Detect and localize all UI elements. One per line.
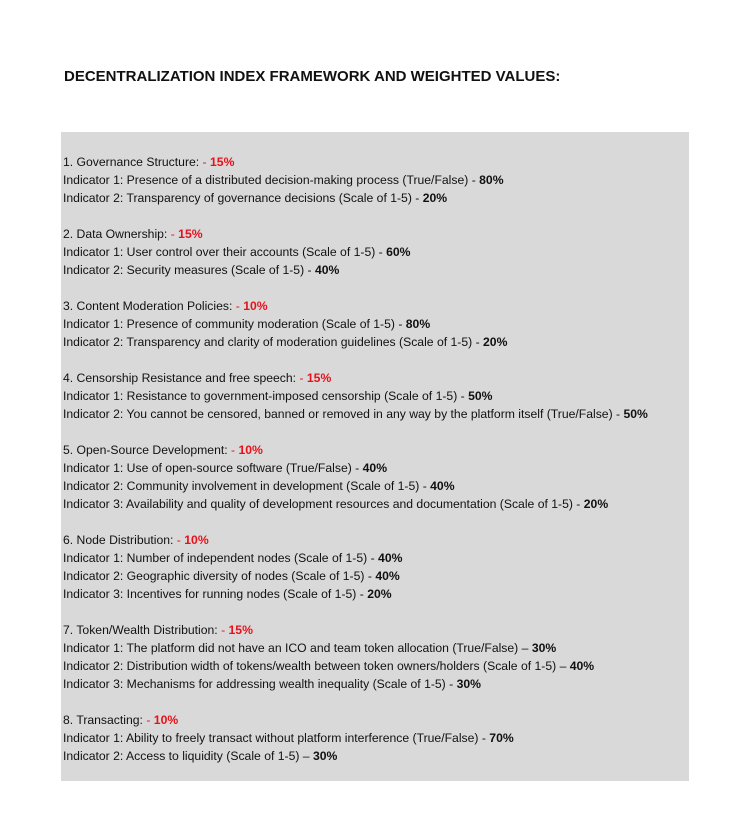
indicator-text: Indicator 2: Distribution width of tokens/wealth between token owners/holders (Scale of 1-5): [63, 659, 557, 673]
section-heading: [63, 225, 687, 243]
indicator-row: [63, 405, 687, 423]
indicator-weight: 20%: [583, 497, 609, 511]
section-heading: [63, 711, 687, 729]
indicator-row: [63, 243, 687, 261]
indicator-separator: -: [478, 731, 490, 745]
indicator-weight: 40%: [430, 479, 455, 493]
indicator-text: Indicator 1: Ability to freely transact without platform interference (True/False): [63, 731, 479, 745]
section-weight: 15%: [178, 227, 203, 241]
indicator-text: Indicator 1: The platform did not have an ICO and team token allocation (True/False): [63, 641, 519, 655]
indicator-weight: 40%: [375, 569, 400, 583]
section-heading: [63, 297, 687, 315]
indicator-separator: -: [572, 497, 584, 511]
section-weight: 10%: [184, 533, 209, 547]
indicator-row: [63, 261, 687, 279]
section-weight: 10%: [243, 299, 268, 313]
indicator-text: Indicator 1: Number of independent nodes (Scale of 1-5): [63, 551, 368, 565]
indicator-text: Indicator 2: You cannot be censored, banned or removed in any way by the platform itself (True/False): [63, 407, 613, 421]
indicator-text: Indicator 1: User control over their accounts (Scale of 1-5): [63, 245, 376, 259]
indicator-separator: –: [518, 641, 532, 655]
section-title: 3. Content Moderation Policies:: [63, 299, 233, 313]
indicator-row: [63, 657, 687, 675]
indicator-separator: -: [304, 263, 315, 277]
indicator-separator: -: [367, 551, 379, 565]
indicator-row: [63, 189, 687, 207]
indicator-row: [63, 495, 687, 513]
indicator-row: [63, 387, 687, 405]
section-2: [63, 225, 687, 279]
indicator-text: Indicator 2: Security measures (Scale of 1-5): [63, 263, 305, 277]
section-title: 5. Open-Source Development:: [63, 443, 228, 457]
section-weight-separator: -: [173, 533, 185, 547]
section-weight-separator: -: [296, 371, 307, 385]
indicator-separator: -: [351, 461, 363, 475]
section-7: [63, 621, 687, 693]
indicator-text: Indicator 1: Use of open-source software (True/False): [63, 461, 352, 475]
section-8: [63, 711, 687, 765]
section-weight-separator: -: [227, 443, 239, 457]
indicator-text: Indicator 2: Transparency and clarity of moderation guidelines (Scale of 1-5): [63, 335, 473, 349]
section-heading: [63, 441, 687, 459]
section-6: [63, 531, 687, 603]
indicator-weight: 80%: [405, 317, 431, 331]
indicator-text: Indicator 1: Resistance to government-imposed censorship (Scale of 1-5): [63, 389, 458, 403]
indicator-weight: 30%: [312, 749, 338, 763]
indicator-row: [63, 639, 687, 657]
indicator-separator: -: [375, 245, 387, 259]
indicator-text: Indicator 3: Incentives for running nodes (Scale of 1-5): [63, 587, 357, 601]
indicator-separator: –: [556, 659, 570, 673]
indicator-text: Indicator 3: Mechanisms for addressing wealth inequality (Scale of 1-5): [63, 677, 446, 691]
page-title: DECENTRALIZATION INDEX FRAMEWORK AND WEIGHTED VALUES:: [64, 68, 561, 85]
indicator-row: [63, 729, 687, 747]
indicator-separator: -: [445, 677, 457, 691]
indicator-text: Indicator 2: Community involvement in development (Scale of 1-5): [63, 479, 420, 493]
indicator-row: [63, 171, 687, 189]
section-weight-separator: -: [232, 299, 244, 313]
indicator-text: Indicator 2: Transparency of governance decisions (Scale of 1-5): [63, 191, 412, 205]
section-title: 6. Node Distribution:: [63, 533, 174, 547]
indicator-row: [63, 585, 687, 603]
indicator-separator: -: [612, 407, 624, 421]
section-weight-separator: -: [217, 623, 229, 637]
indicator-weight: 20%: [422, 191, 448, 205]
indicator-weight: 70%: [489, 731, 514, 745]
indicator-separator: -: [419, 479, 431, 493]
indicator-weight: 40%: [569, 659, 595, 673]
section-weight-separator: -: [167, 227, 179, 241]
indicator-weight: 20%: [483, 335, 508, 349]
section-title: 1. Governance Structure:: [63, 155, 200, 169]
indicator-row: [63, 459, 687, 477]
section-1: [63, 153, 687, 207]
indicator-separator: –: [299, 749, 313, 763]
indicator-row: [63, 747, 687, 765]
section-heading: [63, 531, 687, 549]
section-title: 7. Token/Wealth Distribution:: [63, 623, 218, 637]
section-weight: 15%: [210, 155, 235, 169]
section-weight: 15%: [306, 371, 332, 385]
section-title: 8. Transacting:: [63, 713, 143, 727]
framework-list: [63, 153, 687, 783]
indicator-weight: 30%: [531, 641, 557, 655]
indicator-separator: -: [457, 389, 469, 403]
indicator-weight: 40%: [315, 263, 340, 277]
section-weight: 10%: [153, 713, 179, 727]
section-5: [63, 441, 687, 513]
indicator-separator: -: [468, 173, 480, 187]
indicator-text: Indicator 2: Geographic diversity of nodes (Scale of 1-5): [63, 569, 365, 583]
section-heading: [63, 369, 687, 387]
section-heading: [63, 153, 687, 171]
indicator-row: [63, 333, 687, 351]
indicator-separator: -: [364, 569, 376, 583]
indicator-text: Indicator 3: Availability and quality of development resources and documentation (Scale of 1-5): [63, 497, 573, 511]
indicator-separator: -: [394, 317, 406, 331]
indicator-row: [63, 567, 687, 585]
indicator-row: [63, 315, 687, 333]
section-3: [63, 297, 687, 351]
indicator-weight: 40%: [362, 461, 388, 475]
indicator-row: [63, 477, 687, 495]
section-title: 2. Data Ownership:: [63, 227, 168, 241]
indicator-weight: 50%: [623, 407, 648, 421]
indicator-weight: 60%: [386, 245, 411, 259]
indicator-row: [63, 675, 687, 693]
indicator-separator: -: [356, 587, 368, 601]
indicator-separator: -: [411, 191, 423, 205]
indicator-weight: 30%: [456, 677, 481, 691]
indicator-weight: 20%: [367, 587, 392, 601]
section-weight-separator: -: [142, 713, 154, 727]
indicator-separator: -: [472, 335, 484, 349]
indicator-weight: 80%: [479, 173, 504, 187]
indicator-weight: 40%: [378, 551, 403, 565]
section-weight: 15%: [228, 623, 253, 637]
section-weight: 10%: [238, 443, 263, 457]
indicator-row: [63, 549, 687, 567]
indicator-text: Indicator 1: Presence of community moderation (Scale of 1-5): [63, 317, 395, 331]
section-title: 4. Censorship Resistance and free speech:: [63, 371, 297, 385]
indicator-text: Indicator 1: Presence of a distributed decision-making process (True/False): [63, 173, 469, 187]
indicator-weight: 50%: [468, 389, 493, 403]
section-weight-separator: -: [199, 155, 211, 169]
section-heading: [63, 621, 687, 639]
indicator-text: Indicator 2: Access to liquidity (Scale of 1-5): [63, 749, 300, 763]
section-4: [63, 369, 687, 423]
